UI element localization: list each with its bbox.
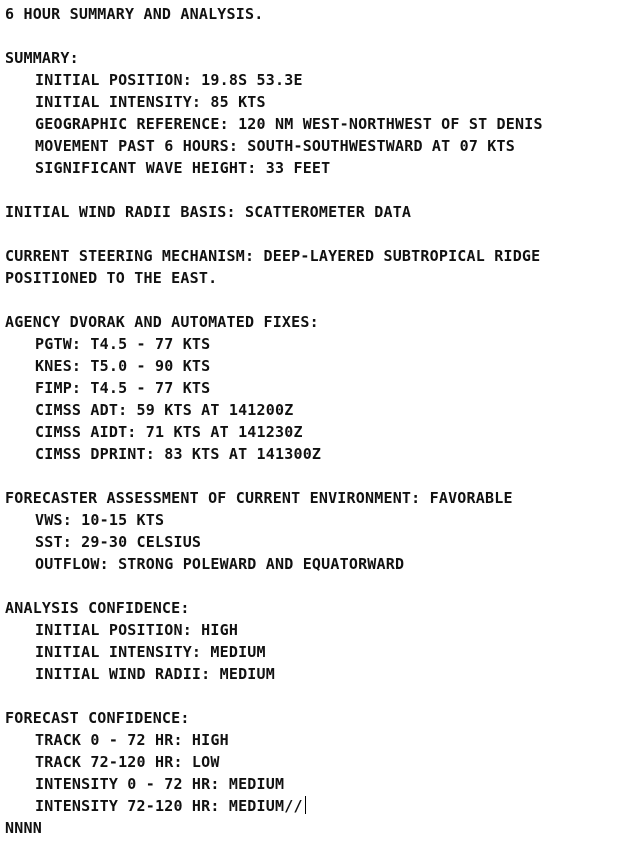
forecast-confidence-intensity-72-120: INTENSITY 72-120 HR: MEDIUM// [35,797,303,815]
summary-geographic-reference: GEOGRAPHIC REFERENCE: 120 NM WEST-NORTHWEST OF ST DENIS [35,115,543,133]
analysis-confidence-wind-radii: INITIAL WIND RADII: MEDIUM [35,665,275,683]
footer-line: NNNN [5,819,42,837]
blank-line [5,289,620,311]
forecast-confidence-intensity-72-120-row [5,795,620,817]
dvorak-fix-fimp: FIMP: T4.5 - 77 KTS [35,379,211,397]
blank-line [5,223,620,245]
dvorak-heading: AGENCY DVORAK AND AUTOMATED FIXES: [5,313,319,331]
header-line: 6 HOUR SUMMARY AND ANALYSIS. [5,5,264,23]
blank-line [5,575,620,597]
summary-movement: MOVEMENT PAST 6 HOURS: SOUTH-SOUTHWESTWARD AT 07 KTS [35,137,515,155]
dvorak-fix-cimss-dprint: CIMSS DPRINT: 83 KTS AT 141300Z [35,445,322,463]
analysis-confidence-position: INITIAL POSITION: HIGH [35,621,239,639]
analysis-confidence-heading: ANALYSIS CONFIDENCE: [5,599,190,617]
steering-line-1: CURRENT STEERING MECHANISM: DEEP-LAYERED SUBTROPICAL RIDGE [5,247,541,265]
blank-line [5,685,620,707]
forecast-confidence-track-0-72: TRACK 0 - 72 HR: HIGH [35,731,229,749]
bulletin-text[interactable] [5,3,620,839]
dvorak-fix-cimss-aidt: CIMSS AIDT: 71 KTS AT 141230Z [35,423,303,441]
environment-outflow: OUTFLOW: STRONG POLEWARD AND EQUATORWARD [35,555,405,573]
forecast-confidence-track-72-120: TRACK 72-120 HR: LOW [35,753,220,771]
blank-line [5,179,620,201]
dvorak-fix-pgtw: PGTW: T4.5 - 77 KTS [35,335,211,353]
summary-initial-intensity: INITIAL INTENSITY: 85 KTS [35,93,266,111]
dvorak-fix-knes: KNES: T5.0 - 90 KTS [35,357,211,375]
blank-line [5,465,620,487]
summary-wave-height: SIGNIFICANT WAVE HEIGHT: 33 FEET [35,159,331,177]
environment-heading: FORECASTER ASSESSMENT OF CURRENT ENVIRONMENT: FAVORABLE [5,489,513,507]
environment-vws: VWS: 10-15 KTS [35,511,165,529]
summary-heading: SUMMARY: [5,49,79,67]
environment-sst: SST: 29-30 CELSIUS [35,533,202,551]
summary-initial-position: INITIAL POSITION: 19.8S 53.3E [35,71,303,89]
analysis-confidence-intensity: INITIAL INTENSITY: MEDIUM [35,643,266,661]
forecast-confidence-intensity-0-72: INTENSITY 0 - 72 HR: MEDIUM [35,775,285,793]
text-cursor [305,796,306,814]
wind-radii-basis: INITIAL WIND RADII BASIS: SCATTEROMETER DATA [5,203,412,221]
dvorak-fix-cimss-adt: CIMSS ADT: 59 KTS AT 141200Z [35,401,294,419]
steering-line-2: POSITIONED TO THE EAST. [5,269,218,287]
forecast-confidence-heading: FORECAST CONFIDENCE: [5,709,190,727]
blank-line [5,25,620,47]
